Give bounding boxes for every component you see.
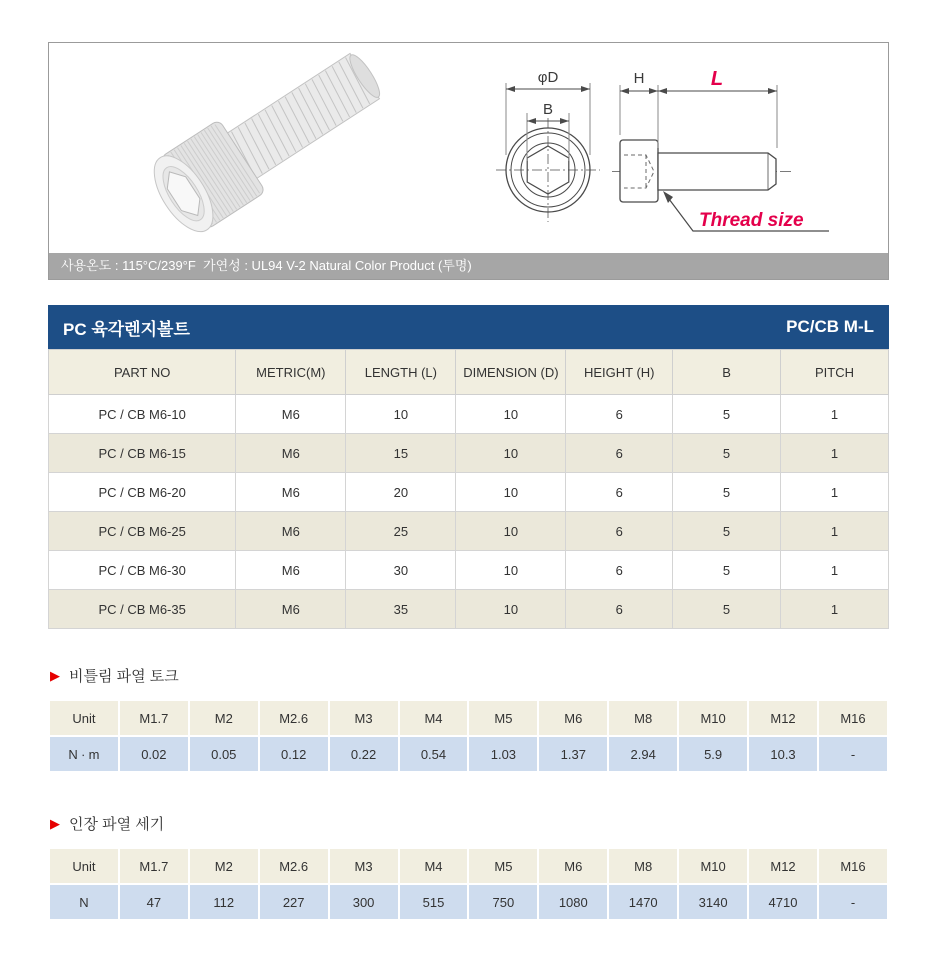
table-cell: 15 [346,434,456,473]
socket-circle [521,143,575,197]
product-figure-box [48,42,889,280]
column-header: M12 [748,848,818,884]
column-header: M8 [608,848,678,884]
tensile-section-title: 인장 파열 세기 [69,816,165,833]
column-header: B [673,350,781,395]
table-cell: 5 [673,512,781,551]
table-cell: 5 [673,590,781,629]
table-cell: 2.94 [608,736,678,772]
column-header: M2.6 [259,848,329,884]
table-cell: M6 [236,551,346,590]
table-cell: 10 [456,395,566,434]
length-label: L [710,68,724,90]
table-cell: 1 [781,434,889,473]
table-cell: 25 [346,512,456,551]
table-cell: PC / CB M6-30 [49,551,236,590]
table-cell: - [818,736,888,772]
column-header: Unit [49,700,119,736]
table-cell: 1 [781,551,889,590]
table-cell: 5 [673,473,781,512]
table-cell: 0.54 [399,736,469,772]
torque-section-title: 비틀림 파열 토크 [69,668,179,685]
table-cell: 10 [456,473,566,512]
table-cell: 6 [566,395,673,434]
table-cell: 0.22 [329,736,399,772]
table-cell: 3140 [678,884,748,920]
table-cell: PC / CB M6-20 [49,473,236,512]
table-cell: 1.37 [538,736,608,772]
arrowhead [649,88,658,94]
table-cell: 5 [673,434,781,473]
column-header: HEIGHT (H) [566,350,673,395]
table-cell: 750 [468,884,538,920]
arrowhead [768,88,777,94]
column-header: M16 [818,848,888,884]
column-header: M6 [538,848,608,884]
table-cell: 1.03 [468,736,538,772]
column-header: M1.7 [119,848,189,884]
column-header: M4 [399,700,469,736]
table-cell: N [49,884,119,920]
dim-ext-head-height [620,85,658,148]
arrowhead [527,118,536,124]
table-cell: 300 [329,884,399,920]
arrowhead [658,88,667,94]
table-cell: PC / CB M6-10 [49,395,236,434]
table-cell: 1080 [538,884,608,920]
table-cell: 1 [781,473,889,512]
table-row [49,395,889,434]
table-row [49,512,889,551]
column-header: DIMENSION (D) [456,350,566,395]
table-cell: 1 [781,512,889,551]
column-header: M10 [678,848,748,884]
triangle-marker-icon: ▶ [50,667,60,683]
head-height-label: H [633,70,645,87]
table-row [49,434,889,473]
header-row [49,700,888,736]
table-cell: 10 [456,551,566,590]
table-cell: 47 [119,884,189,920]
table-cell: 0.05 [189,736,259,772]
column-header: M2.6 [259,700,329,736]
column-header: M3 [329,848,399,884]
table-cell: 5.9 [678,736,748,772]
column-header: M3 [329,700,399,736]
column-header: M4 [399,848,469,884]
column-header: M2 [189,700,259,736]
diagram-side-view [612,68,829,231]
model-code: PC/CB M-L [786,317,874,336]
arrowhead [620,88,629,94]
arrowhead [560,118,569,124]
column-header: M2 [189,848,259,884]
triangle-marker-icon: ▶ [50,815,60,831]
column-header: M8 [608,700,678,736]
diagram-front-view [496,69,600,222]
table-cell: 112 [189,884,259,920]
table-cell: 0.12 [259,736,329,772]
column-header: Unit [49,848,119,884]
table-cell: 6 [566,434,673,473]
table-cell: 10 [456,512,566,551]
table-cell: M6 [236,512,346,551]
table-cell: 515 [399,884,469,920]
table-cell: 20 [346,473,456,512]
arrowhead [581,86,590,92]
table-cell: M6 [236,473,346,512]
table-cell: PC / CB M6-25 [49,512,236,551]
column-header: METRIC(M) [236,350,346,395]
table-cell: 30 [346,551,456,590]
column-header: M5 [468,700,538,736]
product-title-bar [48,305,889,349]
table-cell: M6 [236,590,346,629]
product-title: PC 육각렌지볼트 [63,319,190,339]
arrowhead [663,191,673,203]
table-cell: M6 [236,434,346,473]
column-header: M1.7 [119,700,189,736]
column-header: M6 [538,700,608,736]
table-cell: N ∙ m [49,736,119,772]
column-header: PITCH [781,350,889,395]
column-header: LENGTH (L) [346,350,456,395]
table-cell: 35 [346,590,456,629]
diameter-label: φD [537,69,559,86]
torque-section-heading [50,665,889,686]
tensile-table [48,847,889,921]
arrowhead [506,86,515,92]
table-cell: PC / CB M6-35 [49,590,236,629]
table-cell: 5 [673,551,781,590]
column-header: M10 [678,700,748,736]
table-cell: 6 [566,551,673,590]
table-cell: 1 [781,590,889,629]
table-cell: 6 [566,590,673,629]
spec-table [48,349,889,629]
tensile-section-heading [50,813,889,834]
socket-width-label: B [542,101,554,118]
table-cell: 10.3 [748,736,818,772]
table-cell: 10 [456,434,566,473]
table-cell: 6 [566,512,673,551]
table-cell: 1470 [608,884,678,920]
table-cell: M6 [236,395,346,434]
table-cell: 227 [259,884,329,920]
column-header: M5 [468,848,538,884]
table-cell: 10 [456,590,566,629]
table-row [49,551,889,590]
table-cell: 6 [566,473,673,512]
table-row [49,884,888,920]
table-row [49,736,888,772]
column-header: M16 [818,700,888,736]
shaft-side-outline [658,153,776,190]
header-row [49,350,889,395]
column-header: PART NO [49,350,236,395]
table-cell: 1 [781,395,889,434]
thread-size-label: Thread size [699,210,804,231]
table-row [49,590,889,629]
figure-area [49,43,888,253]
column-header: M12 [748,700,818,736]
torque-table [48,699,889,773]
spec-caption-bar: 사용온도 : 115°C/239°F 가연성 : UL94 V-2 Natural Color Product (투명) [49,253,888,279]
table-cell: 10 [346,395,456,434]
header-row [49,848,888,884]
table-cell: 0.02 [119,736,189,772]
table-row [49,473,889,512]
table-cell: 4710 [748,884,818,920]
table-cell: 5 [673,395,781,434]
head-side-outline [620,140,658,202]
figure-svg [49,43,888,253]
table-cell: - [818,884,888,920]
product-photo [143,43,394,241]
table-cell: PC / CB M6-15 [49,434,236,473]
